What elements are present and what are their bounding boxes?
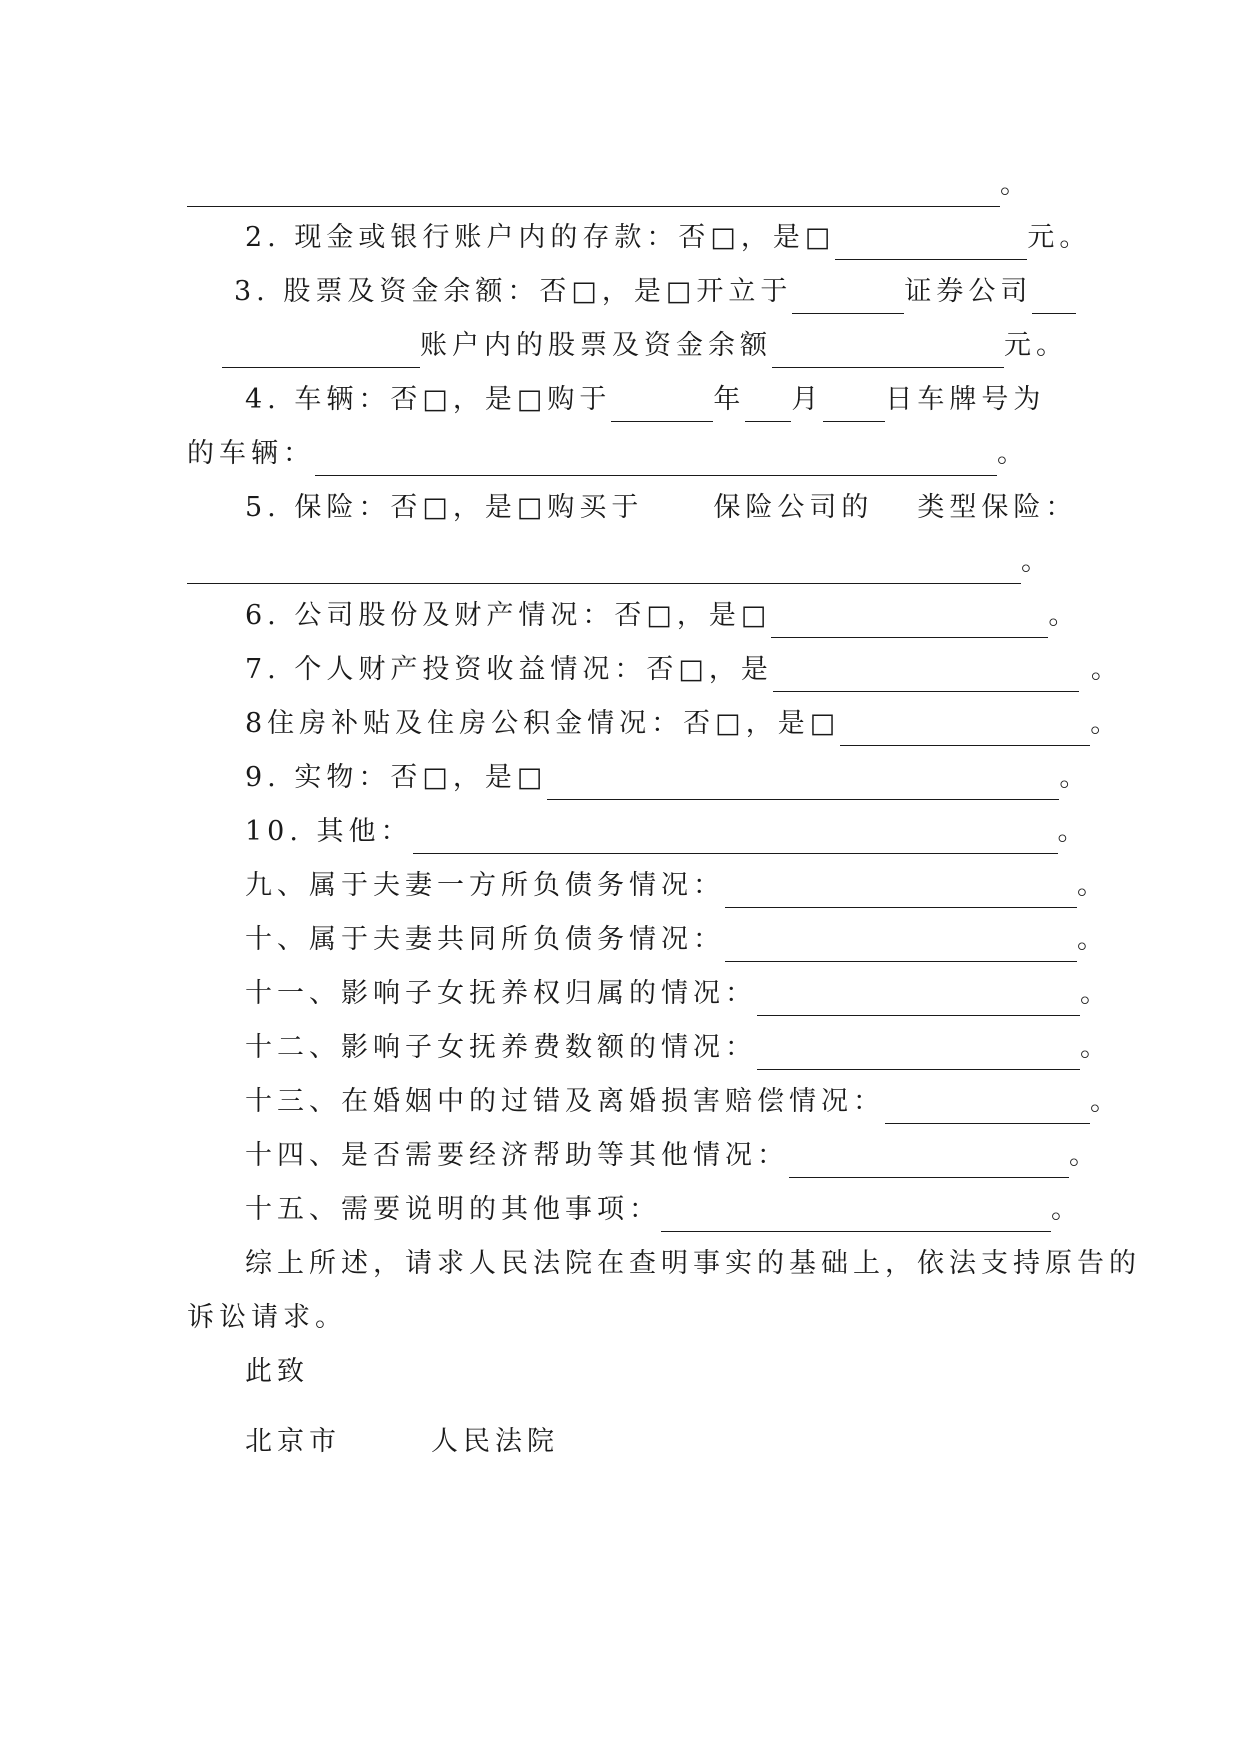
stock-amount-blank[interactable] [772, 324, 1004, 368]
continuation-line [187, 163, 1032, 207]
item-unit: 元。 [1027, 222, 1092, 253]
line-end: 。 [1090, 654, 1123, 685]
investment-blank[interactable] [773, 648, 1079, 692]
insurance-detail-blank[interactable] [187, 540, 1021, 584]
item-cash-deposit [245, 216, 1091, 260]
court-name: 人民法院 [431, 1426, 559, 1457]
line-end: 。 [1080, 1032, 1112, 1063]
city-name: 北京市 [245, 1426, 341, 1457]
item-company-shares [245, 594, 1080, 638]
item-physical-assets [245, 756, 1091, 800]
conclusion-text: 诉讼请求。 [187, 1302, 347, 1333]
court-addressee [245, 1420, 559, 1464]
section-joint-debt [245, 918, 1109, 962]
conclusion-paragraph-continued [187, 1296, 347, 1340]
other-blank[interactable] [413, 810, 1058, 854]
line-end: 。 [1090, 708, 1123, 739]
fill-blank[interactable] [187, 163, 1000, 207]
salutation-text: 此致 [245, 1356, 309, 1387]
line-end: 。 [1080, 978, 1112, 1009]
plate-number-blank[interactable] [315, 432, 997, 476]
line-end: 。 [997, 438, 1029, 469]
item-vehicle-continued [187, 432, 1029, 476]
line-end: 。 [1057, 816, 1090, 847]
custody-blank[interactable] [757, 972, 1080, 1016]
item-label: 8住房补贴及住房公积金情况：否□，是□ [245, 708, 841, 739]
section-label: 十一、影响子女抚养权归属的情况： [245, 978, 757, 1009]
item-label: 类型保险： [917, 492, 1078, 523]
line-end: 。 [1090, 1086, 1122, 1117]
line-end: 。 [1000, 169, 1032, 200]
line-end: 。 [1069, 1140, 1101, 1171]
item-label: 10. 其他： [245, 816, 413, 847]
item-label: 7. 个人财产投资收益情况：否□，是 [245, 654, 773, 685]
physical-assets-blank[interactable] [547, 756, 1059, 800]
housing-fund-blank[interactable] [840, 702, 1090, 746]
item-vehicle [245, 378, 1045, 422]
other-matters-blank[interactable] [661, 1188, 1051, 1232]
joint-debt-blank[interactable] [725, 918, 1077, 962]
securities-firm-blank[interactable] [792, 270, 904, 314]
section-custody [245, 972, 1112, 1016]
item-label: 保险公司的 [713, 492, 874, 523]
item-label: 3. 股票及资金余额：否□，是□开立于 [234, 276, 793, 307]
section-label: 十二、影响子女抚养费数额的情况： [245, 1032, 757, 1063]
item-label: 2. 现金或银行账户内的存款：否□，是□ [245, 222, 836, 253]
personal-debt-blank[interactable] [725, 864, 1077, 908]
line-end: 。 [1077, 924, 1109, 955]
conclusion-paragraph [245, 1242, 1141, 1286]
item-stocks [234, 270, 1076, 314]
section-other-matters [245, 1188, 1083, 1232]
item-label: 日车牌号为 [885, 384, 1046, 415]
item-investment-income [245, 648, 1123, 692]
item-label: 账户内的股票及资金余额 [420, 330, 772, 361]
day-blank[interactable] [823, 378, 885, 422]
item-label: 5. 保险：否□，是□购买于 [245, 492, 644, 523]
item-label: 9. 实物：否□，是□ [245, 762, 548, 793]
year-blank[interactable] [611, 378, 713, 422]
section-label: 十五、需要说明的其他事项： [245, 1194, 661, 1225]
assistance-blank[interactable] [789, 1134, 1069, 1178]
section-label: 十、属于夫妻共同所负债务情况： [245, 924, 725, 955]
line-end: 。 [1059, 762, 1092, 793]
compensation-blank[interactable] [885, 1080, 1090, 1124]
item-label: 证券公司 [904, 276, 1033, 307]
shares-blank[interactable] [771, 594, 1048, 638]
section-fault-compensation [245, 1080, 1122, 1124]
year-label: 年 [713, 384, 746, 415]
deposit-amount-blank[interactable] [835, 216, 1027, 260]
item-label: 4. 车辆：否□，是□购于 [245, 384, 612, 415]
item-other [245, 810, 1090, 854]
item-insurance-continued [187, 540, 1053, 584]
section-personal-debt [245, 864, 1109, 908]
item-label: 6. 公司股份及财产情况：否□，是□ [245, 600, 772, 631]
section-child-support [245, 1026, 1112, 1070]
account-blank[interactable] [1032, 270, 1076, 314]
month-blank[interactable] [745, 378, 791, 422]
item-stocks-continued [222, 324, 1068, 368]
line-end: 。 [1077, 870, 1109, 901]
salutation [245, 1350, 309, 1394]
item-insurance [245, 486, 1077, 530]
account-number-blank[interactable] [222, 324, 420, 368]
section-economic-assistance [245, 1134, 1101, 1178]
child-support-blank[interactable] [757, 1026, 1080, 1070]
month-label: 月 [791, 384, 824, 415]
item-unit: 元。 [1004, 330, 1068, 361]
section-label: 十四、是否需要经济帮助等其他情况： [245, 1140, 789, 1171]
line-end: 。 [1048, 600, 1081, 631]
conclusion-text: 综上所述，请求人民法院在查明事实的基础上，依法支持原告的 [245, 1248, 1141, 1279]
item-housing-fund [245, 702, 1122, 746]
section-label: 九、属于夫妻一方所负债务情况： [245, 870, 725, 901]
line-end: 。 [1051, 1194, 1083, 1225]
line-end: 。 [1021, 546, 1053, 577]
item-label: 的车辆： [187, 438, 315, 469]
section-label: 十三、在婚姻中的过错及离婚损害赔偿情况： [245, 1086, 885, 1117]
